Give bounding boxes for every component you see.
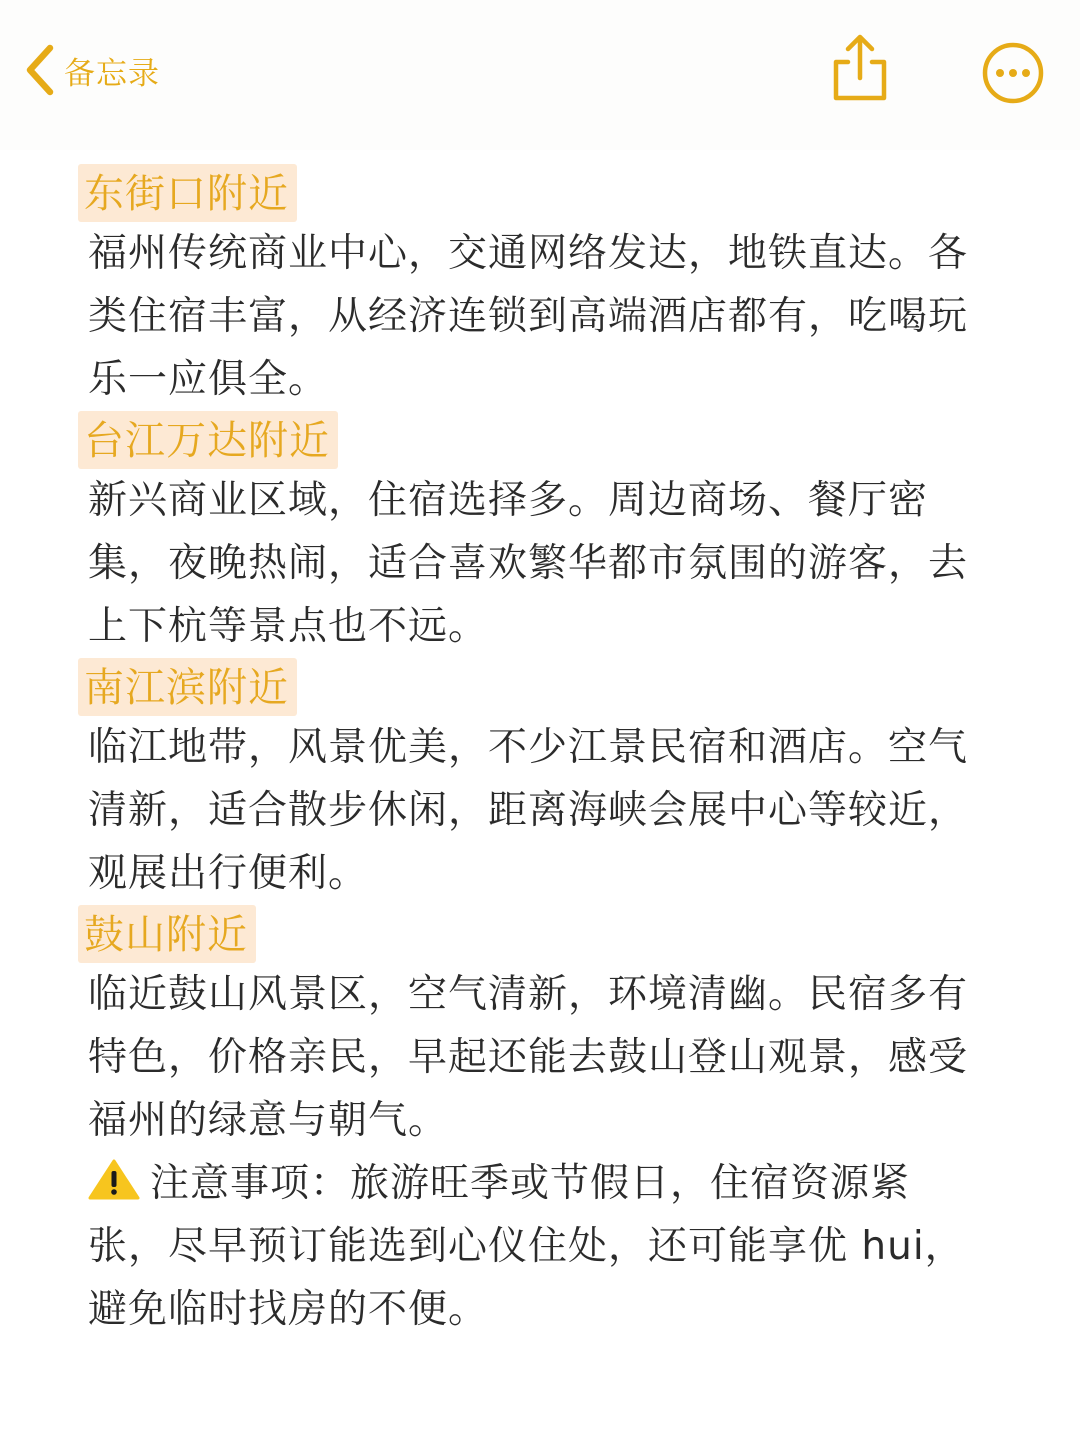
section-text-line: 类住宿丰富，从经济连锁到高端酒店都有，吃喝玩	[88, 294, 969, 339]
notice-block	[88, 1152, 998, 1341]
section-taijiang-wanda	[84, 411, 998, 658]
notice-text-line: 注意事项：旅游旺季或节假日，住宿资源紧	[150, 1161, 911, 1206]
warning-icon	[88, 1158, 140, 1200]
section-text-line: 新兴商业区域，住宿选择多。周边商场、餐厅密	[88, 478, 929, 523]
note-body[interactable]	[0, 150, 1080, 1440]
section-text-line: 特色，价格亲民，早起还能去鼓山登山观景，感受	[88, 1035, 969, 1080]
section-heading: 台江万达附近	[78, 411, 338, 469]
more-button[interactable]	[980, 40, 1046, 106]
notice-first-line	[88, 1152, 998, 1215]
section-dongjiekou	[84, 164, 998, 411]
notice-text-line: 张，尽早预订能选到心仪住处，还可能享优 hui，	[88, 1224, 965, 1269]
navigation-bar	[0, 0, 1080, 140]
section-text-line: 福州传统商业中心，交通网络发达，地铁直达。各	[88, 231, 969, 276]
back-label: 备忘录	[64, 55, 160, 92]
chevron-left-icon	[22, 44, 56, 96]
section-text-line: 观展出行便利。	[88, 851, 369, 896]
section-heading: 东街口附近	[78, 164, 297, 222]
section-text-line: 临近鼓山风景区，空气清新，环境清幽。民宿多有	[88, 972, 969, 1017]
section-text-line: 上下杭等景点也不远。	[88, 604, 489, 649]
share-icon	[828, 89, 892, 108]
section-text-line: 清新，适合散步休闲，距离海峡会展中心等较近，	[88, 788, 969, 833]
section-text-line: 乐一应俱全。	[88, 357, 329, 402]
section-heading: 鼓山附近	[78, 905, 256, 963]
section-heading: 南江滨附近	[78, 658, 297, 716]
section-nanjiangbin	[84, 658, 998, 905]
share-button[interactable]	[828, 32, 892, 104]
note-content	[84, 164, 998, 1341]
ellipsis-circle-icon	[980, 91, 1046, 110]
section-gushan	[84, 905, 998, 1152]
back-button[interactable]	[22, 38, 160, 102]
section-text-line: 集，夜晚热闹，适合喜欢繁华都市氛围的游客，去	[88, 541, 969, 586]
section-text-line: 临江地带，风景优美，不少江景民宿和酒店。空气	[88, 725, 969, 770]
section-text-line: 福州的绿意与朝气。	[88, 1098, 449, 1143]
notice-text-line: 避免临时找房的不便。	[88, 1287, 489, 1332]
